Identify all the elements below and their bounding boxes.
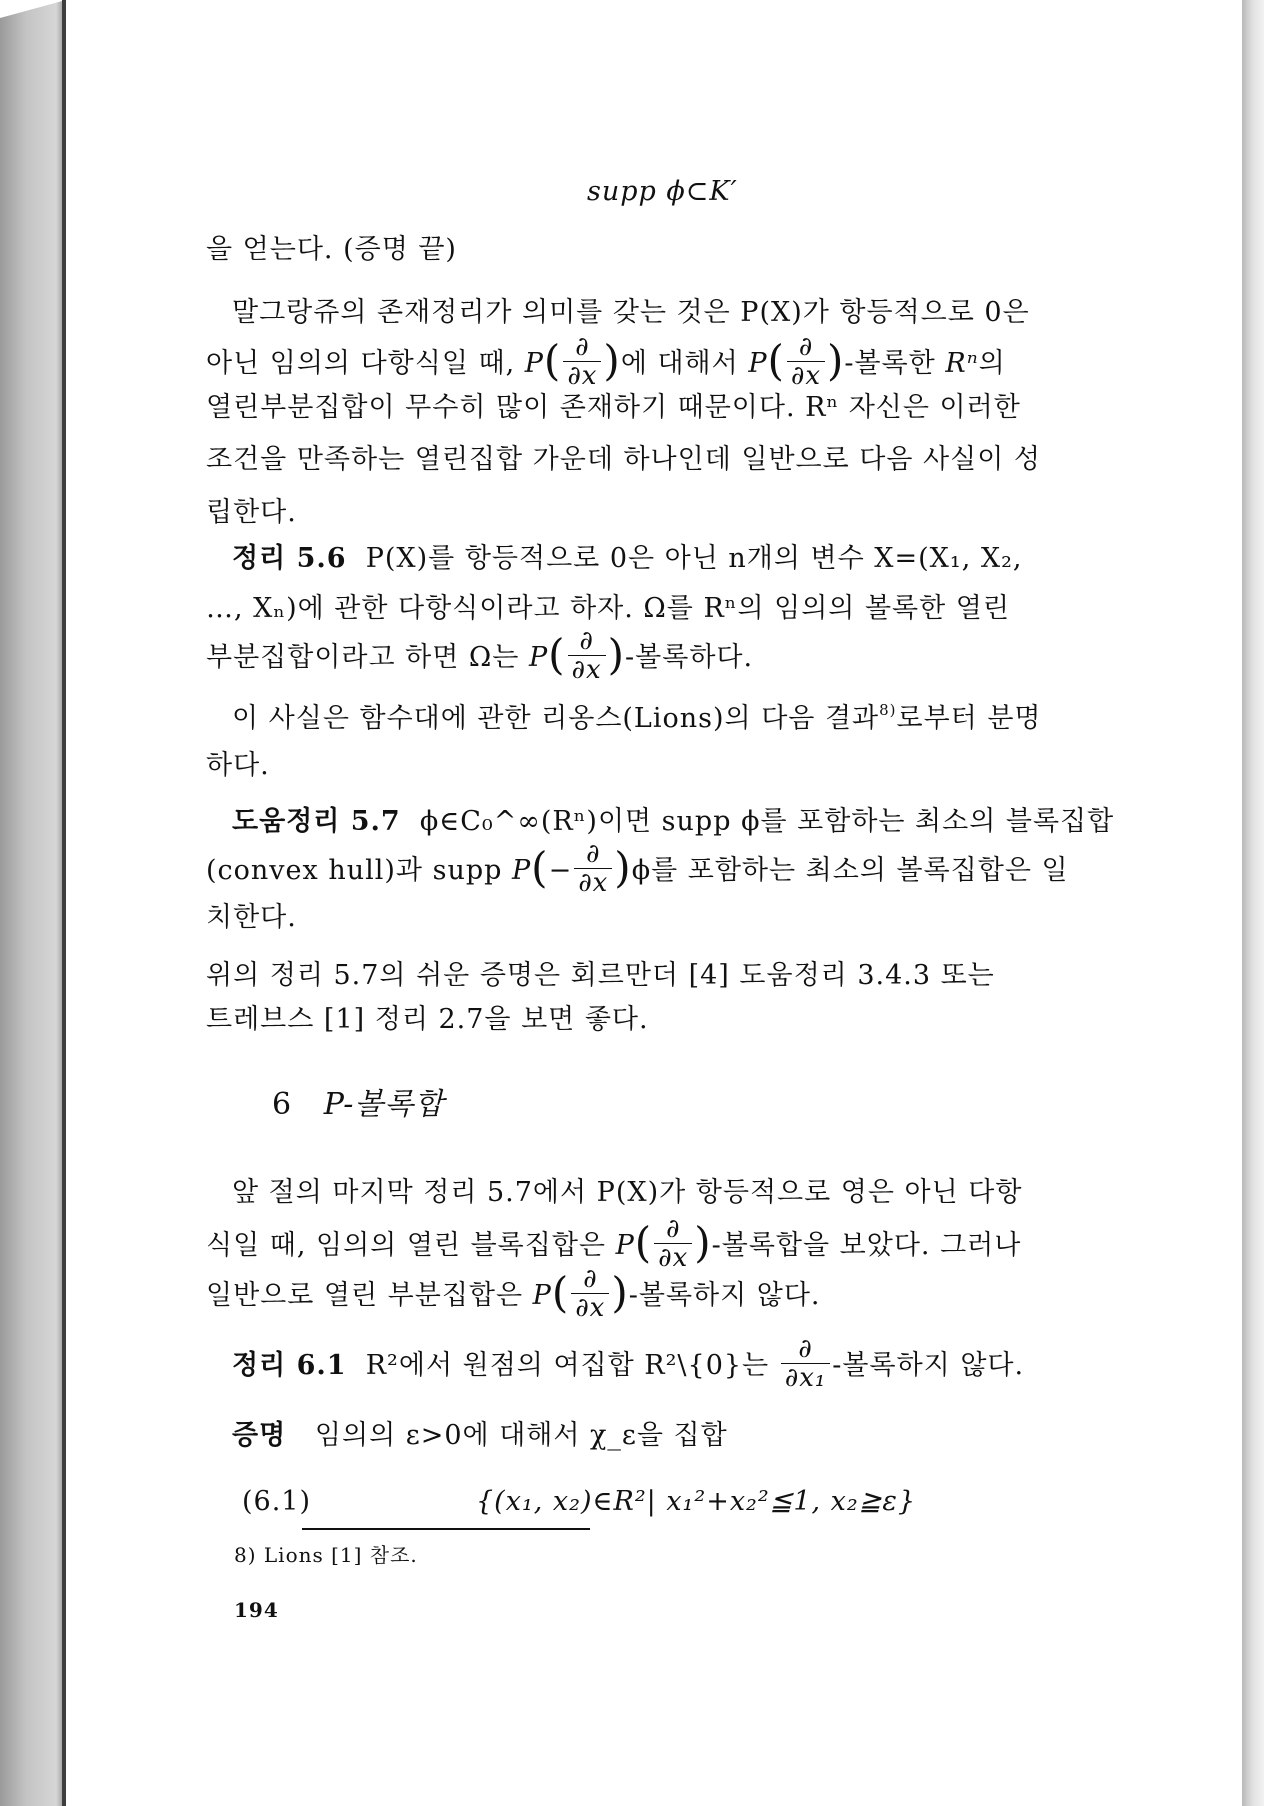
theorem-5-6-line1: 정리 5.6 P(X)를 항등적으로 0은 아닌 n개의 변수 X=(X₁, X₂, (232, 543, 1023, 574)
para1-line5: 립한다. (206, 497, 297, 528)
para2-line1: 이 사실은 함수대에 관한 리옹스(Lions)의 다음 결과$^{8)}$로부터 분명 (232, 701, 1042, 734)
book-left-edge (0, 0, 66, 1806)
top-formula: supp ϕ⊂K′ (587, 176, 738, 207)
section-heading (272, 1087, 445, 1122)
proof-line: 증명 임의의 ε>0에 대해서 χ_ε을 집합 (232, 1420, 728, 1451)
para1-line2: 아닌 임의의 다항식일 때, P( $\frac{\partial}{\partial x}$ )에 대해서 P( $\frac{\partial}{\partial x}$ )-볼록한 Rⁿ의 (206, 332, 1006, 392)
para3-line1: 위의 정리 5.7의 쉬운 증명은 회르만더 [4] 도움정리 3.4.3 또는 (206, 960, 995, 991)
proof-label: 증명 (232, 1420, 287, 1451)
footnote-8: 8) Lions [1] 참조. (234, 1543, 418, 1567)
equation-number: (6.1) (242, 1486, 312, 1517)
theorem-5-6-line2: …, Xₙ)에 관한 다항식이라고 하자. Ω를 Rⁿ의 임의의 볼록한 열린 (206, 593, 1010, 624)
para4-line1: 앞 절의 마지막 정리 5.7에서 P(X)가 항등적으로 영은 아닌 다항 (232, 1177, 1023, 1208)
equation-formula: {(x₁, x₂)∈R²| x₁²+x₂²≦1, x₂≧ε} (476, 1486, 917, 1517)
theorem-5-6-label: 정리 5.6 (232, 543, 347, 574)
page-number: 194 (234, 1598, 279, 1622)
para1-line3: 열린부분집합이 무수히 많이 존재하기 때문이다. Rⁿ 자신은 이러한 (206, 392, 1021, 423)
lemma-5-7-line2: (convex hull)과 supp P(− $\frac{\partial}{\partial x}$ )ϕ를 포함하는 최소의 볼록집합은 일 (206, 839, 1069, 899)
footnote-ref-8: 8) (879, 701, 897, 719)
footnote-rule (302, 1528, 590, 1530)
para1-line1: 말그랑쥬의 존재정리가 의미를 갖는 것은 P(X)가 항등적으로 0은 (232, 297, 1030, 328)
section-number: 6 (272, 1087, 293, 1122)
book-right-edge (1242, 0, 1264, 1806)
para4-line3: 일반으로 열린 부분집합은 P( $\frac{\partial}{\partial x}$ )-볼록하지 않다. (206, 1264, 821, 1324)
para1-line4: 조건을 만족하는 열린집합 가운데 하나인데 일반으로 다음 사실이 성 (206, 444, 1041, 475)
lemma-5-7-label: 도움정리 5.7 (232, 806, 401, 837)
para3-line2: 트레브스 [1] 정리 2.7을 보면 좋다. (206, 1004, 649, 1035)
lemma-5-7-line3: 치한다. (206, 902, 297, 933)
section-title: P-볼록합 (323, 1087, 445, 1122)
lemma-5-7-line1: 도움정리 5.7 ϕ∈C₀^∞(Rⁿ)이면 supp ϕ를 포함하는 최소의 블록집합 (232, 806, 1115, 837)
theorem-6-1: 정리 6.1 R²에서 원점의 여집합 R²\{0}는 $\frac{\partial}{\text{∂x₁}}$ -볼록하지 않다. (232, 1334, 1025, 1394)
para2-line2: 하다. (206, 750, 270, 781)
book-page (66, 0, 1242, 1806)
theorem-5-6-line3: 부분집합이라고 하면 Ω는 P( $\frac{\partial}{\partial x}$ )-볼록하다. (206, 626, 754, 686)
theorem-6-1-label: 정리 6.1 (232, 1349, 347, 1381)
para4-line2: 식일 때, 임의의 열린 블록집합은 P( $\frac{\partial}{\partial x}$ )-볼록합을 보았다. 그러나 (206, 1214, 1022, 1274)
proof-end-line: 을 얻는다. (증명 끝) (206, 234, 457, 265)
